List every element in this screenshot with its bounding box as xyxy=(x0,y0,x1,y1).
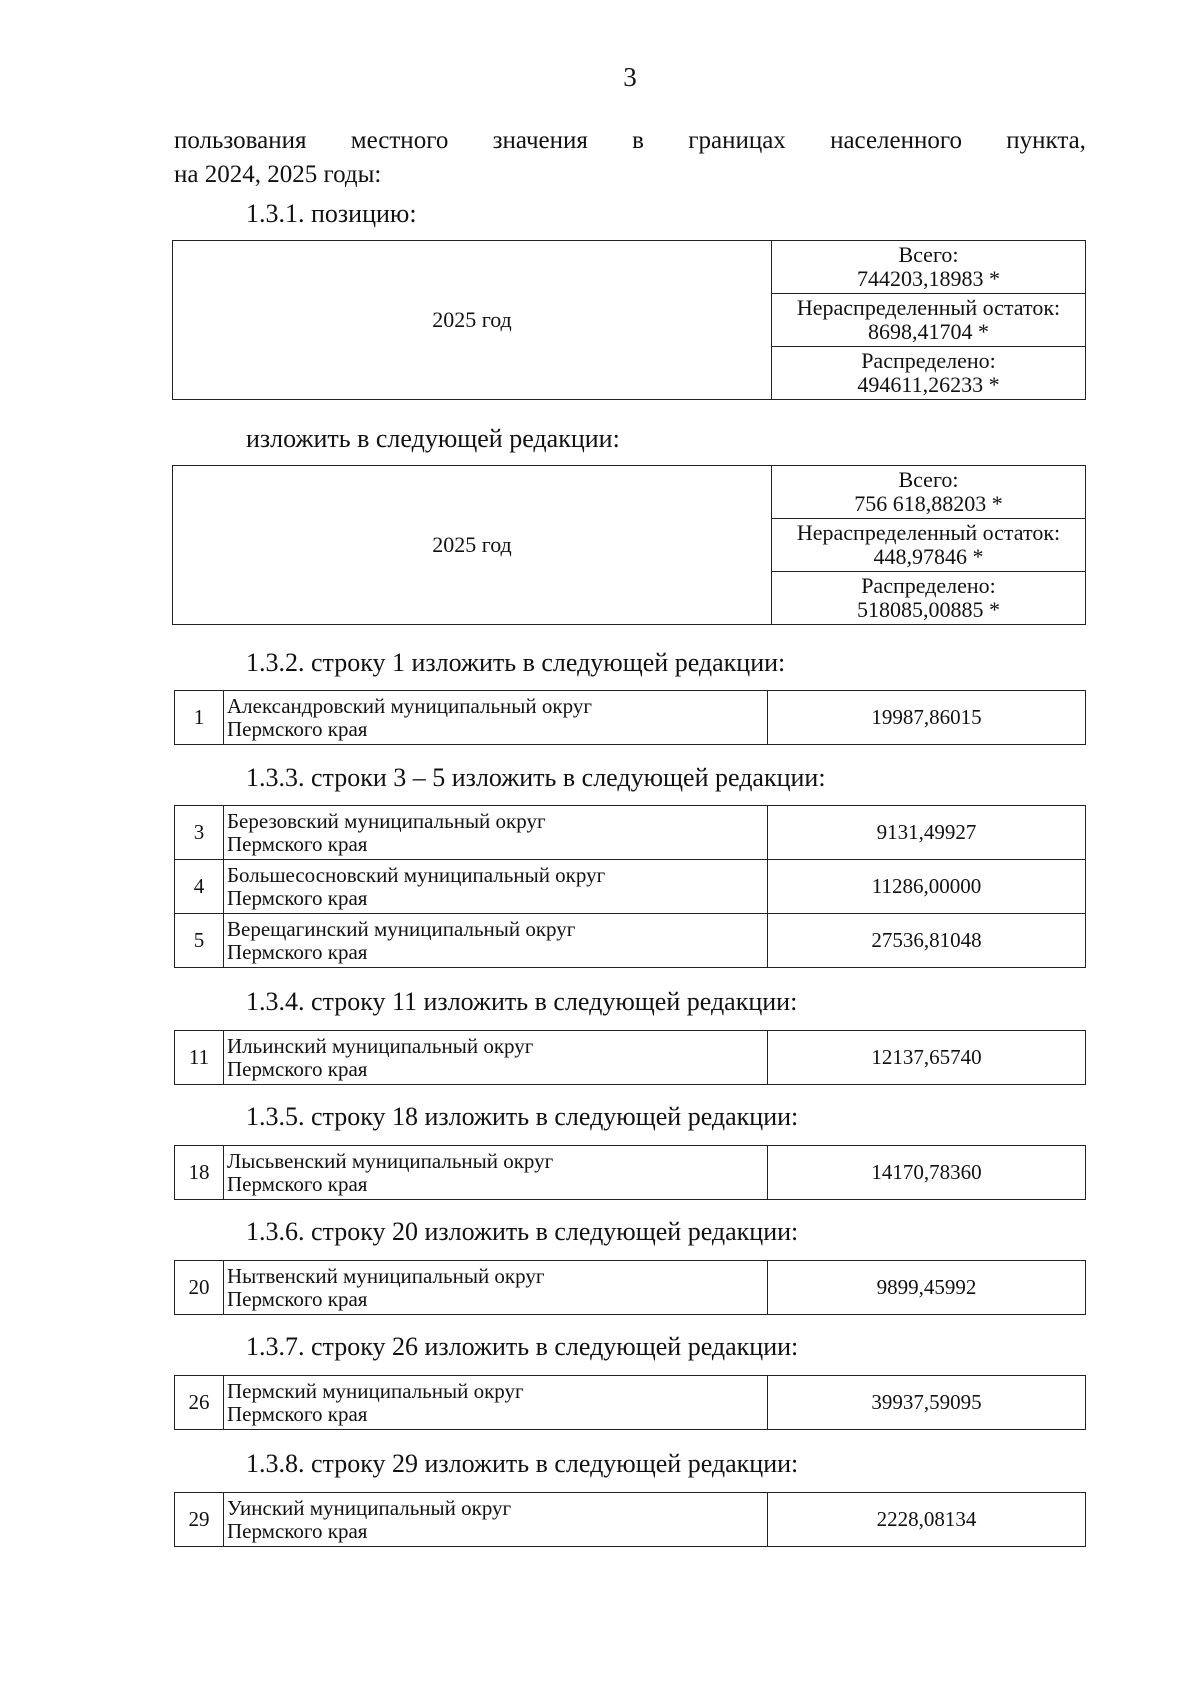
municipality-name-line-1: Уинский муниципальный округ xyxy=(227,1495,512,1520)
intro-word: в xyxy=(632,127,644,154)
intro-word: пользования xyxy=(174,127,307,154)
municipality-name-line-2: Пермского края xyxy=(227,716,368,741)
municipality-name xyxy=(224,806,768,860)
intro-word: границах xyxy=(688,127,786,154)
distributed-label: Распределено: xyxy=(861,348,996,373)
remainder-label: Нераспределенный остаток: xyxy=(796,520,1061,545)
municipality-name-line-2: Пермского края xyxy=(227,1171,368,1196)
row-number: 11 xyxy=(175,1031,224,1085)
remainder-value: 448,97846 * xyxy=(873,544,984,569)
section-heading-1-3-6: 1.3.6. строку 20 изложить в следующей редакции: xyxy=(246,1217,799,1246)
intro-word: пункта, xyxy=(1006,127,1086,154)
total-cell xyxy=(772,466,1086,519)
year-label: 2025 год xyxy=(173,466,772,625)
intro-word: местного xyxy=(350,127,449,154)
municipality-name xyxy=(224,1031,768,1085)
total-cell xyxy=(772,241,1086,294)
amount-value: 27536,81048 xyxy=(768,914,1086,968)
amount-value: 2228,08134 xyxy=(768,1493,1086,1547)
municipality-name-line-2: Пермского края xyxy=(227,1286,368,1311)
section-heading-1-3-7: 1.3.7. строку 26 изложить в следующей редакции: xyxy=(246,1332,799,1361)
distributed-value: 494611,26233 * xyxy=(857,372,1000,397)
new-position-table xyxy=(172,465,1086,625)
municipality-name-line-2: Пермского края xyxy=(227,1401,368,1426)
municipality-name xyxy=(224,1376,768,1430)
municipality-name xyxy=(224,691,768,745)
distributed-cell xyxy=(772,347,1086,400)
section-heading-1-3-1: 1.3.1. позицию: xyxy=(246,199,417,228)
row-table-1-3-4 xyxy=(174,1030,1086,1085)
row-table-1-3-8 xyxy=(174,1492,1086,1547)
municipality-name xyxy=(224,914,768,968)
row-number: 29 xyxy=(175,1493,224,1547)
total-value: 756 618,88203 * xyxy=(854,491,1003,516)
section-heading-1-3-5: 1.3.5. строку 18 изложить в следующей редакции: xyxy=(246,1102,799,1131)
municipality-name-line-2: Пермского края xyxy=(227,1518,368,1543)
distributed-cell xyxy=(772,572,1086,625)
municipality-name-line-1: Александровский муниципальный округ xyxy=(227,693,592,718)
section-heading-new-edition: изложить в следующей редакции: xyxy=(246,424,620,453)
remainder-value: 8698,41704 * xyxy=(868,319,989,344)
amount-value: 9131,49927 xyxy=(768,806,1086,860)
municipality-name-line-1: Лысьвенский муниципальный округ xyxy=(227,1148,554,1173)
amount-value: 39937,59095 xyxy=(768,1376,1086,1430)
table-row xyxy=(175,691,1086,745)
section-heading-1-3-3: 1.3.3. строки 3 – 5 изложить в следующей редакции: xyxy=(246,763,826,792)
municipality-name xyxy=(224,1261,768,1315)
municipality-name-line-1: Березовский муниципальный округ xyxy=(227,808,546,833)
row-table-1-3-6 xyxy=(174,1260,1086,1315)
row-table-1-3-5 xyxy=(174,1145,1086,1200)
intro-line-1 xyxy=(174,124,1086,158)
table-row xyxy=(175,914,1086,968)
distributed-value: 518085,00885 * xyxy=(857,597,1000,622)
page-number: 3 xyxy=(623,62,637,92)
total-label: Всего: xyxy=(898,242,959,267)
row-number: 1 xyxy=(175,691,224,745)
amount-value: 12137,65740 xyxy=(768,1031,1086,1085)
row-table-1-3-7 xyxy=(174,1375,1086,1430)
amount-value: 14170,78360 xyxy=(768,1146,1086,1200)
section-heading-1-3-2: 1.3.2. строку 1 изложить в следующей редакции: xyxy=(246,648,786,677)
row-number: 26 xyxy=(175,1376,224,1430)
intro-line-2: на 2024, 2025 годы: xyxy=(174,161,382,188)
municipality-name-line-2: Пермского края xyxy=(227,885,368,910)
amount-value: 19987,86015 xyxy=(768,691,1086,745)
row-number: 20 xyxy=(175,1261,224,1315)
old-position-table xyxy=(172,240,1086,400)
municipality-name-line-1: Большесосновский муниципальный округ xyxy=(227,862,606,887)
row-number: 4 xyxy=(175,860,224,914)
total-value: 744203,18983 * xyxy=(857,266,1000,291)
table-row xyxy=(175,1146,1086,1200)
section-heading-1-3-4: 1.3.4. строку 11 изложить в следующей редакции: xyxy=(246,987,798,1016)
row-table-1-3-2 xyxy=(174,690,1086,745)
remainder-cell xyxy=(772,294,1086,347)
intro-paragraph xyxy=(174,124,1086,192)
row-number: 5 xyxy=(175,914,224,968)
table-row xyxy=(175,1493,1086,1547)
municipality-name xyxy=(224,1493,768,1547)
table-row xyxy=(175,1261,1086,1315)
municipality-name-line-1: Верещагинский муниципальный округ xyxy=(227,916,576,941)
row-number: 3 xyxy=(175,806,224,860)
municipality-name-line-2: Пермского края xyxy=(227,1056,368,1081)
row-number: 18 xyxy=(175,1146,224,1200)
intro-word: значения xyxy=(492,127,588,154)
table-row xyxy=(175,806,1086,860)
municipality-name-line-1: Пермский муниципальный округ xyxy=(227,1378,524,1403)
table-row xyxy=(175,1376,1086,1430)
distributed-label: Распределено: xyxy=(861,573,996,598)
intro-word: населенного xyxy=(830,127,963,154)
section-heading-1-3-8: 1.3.8. строку 29 изложить в следующей редакции: xyxy=(246,1449,799,1478)
row-table-1-3-3 xyxy=(174,805,1086,968)
year-label: 2025 год xyxy=(173,241,772,400)
table-row xyxy=(175,1031,1086,1085)
table-row xyxy=(175,860,1086,914)
municipality-name-line-1: Нытвенский муниципальный округ xyxy=(227,1263,545,1288)
amount-value: 9899,45992 xyxy=(768,1261,1086,1315)
municipality-name-line-1: Ильинский муниципальный округ xyxy=(227,1033,534,1058)
municipality-name-line-2: Пермского края xyxy=(227,939,368,964)
remainder-cell xyxy=(772,519,1086,572)
remainder-label: Нераспределенный остаток: xyxy=(796,295,1061,320)
municipality-name-line-2: Пермского края xyxy=(227,831,368,856)
municipality-name xyxy=(224,1146,768,1200)
municipality-name xyxy=(224,860,768,914)
total-label: Всего: xyxy=(898,467,959,492)
amount-value: 11286,00000 xyxy=(768,860,1086,914)
